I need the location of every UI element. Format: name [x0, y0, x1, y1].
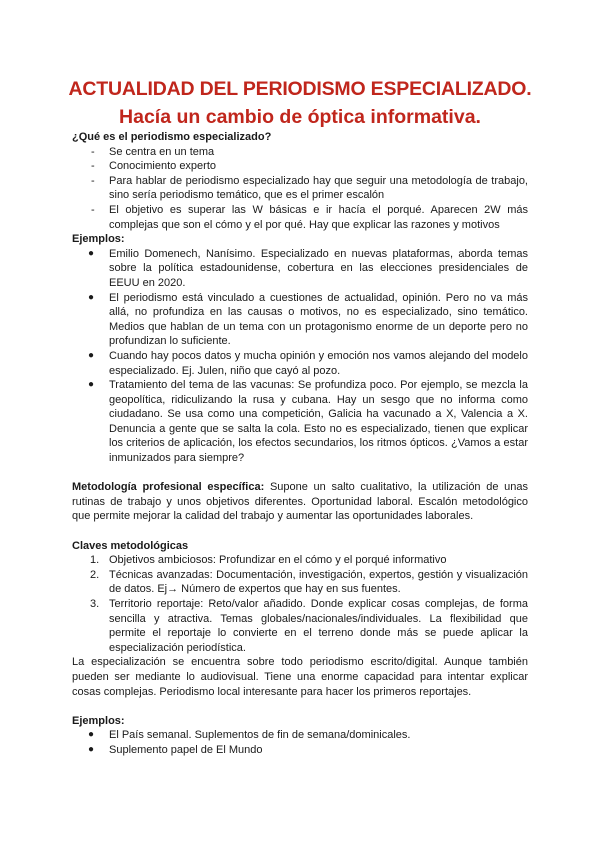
list-item	[72, 247, 528, 291]
bullet-icon: ●	[88, 379, 95, 391]
examples-heading: Ejemplos:	[72, 233, 125, 246]
document-title: ACTUALIDAD DEL PERIODISMO ESPECIALIZADO.	[68, 78, 532, 100]
numbered-list	[72, 553, 528, 655]
list-item	[72, 159, 528, 174]
methodology-paragraph	[72, 480, 528, 524]
bullet-list	[72, 247, 528, 466]
bullet-icon: ●	[88, 291, 95, 303]
list-item-text: Para hablar de periodismo especializado hay que seguir una metodología de trabajo, sino sería periodismo temático, que es el primer escalón	[109, 174, 528, 202]
bullet-icon: ●	[88, 743, 95, 755]
list-item	[72, 174, 528, 203]
list-item	[72, 349, 528, 378]
list-item	[72, 145, 528, 160]
list-item	[72, 291, 528, 349]
document-subtitle: Hacía un cambio de óptica informativa.	[119, 106, 481, 128]
methodology-text: Supone un salto cualitativo, la utilización de unas rutinas de trabajo y unos objetivos diferentes. Oportunidad laboral. Escalón metodológico que permite mejorar la calidad del trabajo y aumentar las oportunidades laborales.	[72, 481, 528, 523]
list-item-text: Emilio Domenech, Nanísimo. Especializado en nuevas plataformas, aborda temas sobre la política estadounidense, cobertura en las elecciones presidenciales de EEUU en 2020.	[109, 247, 528, 289]
number-marker: 3.	[90, 598, 100, 610]
keys-paragraph: La especialización se encuentra sobre todo periodismo escrito/digital. Aunque también pueden ser mediante lo audiovisual. Tiene una enorme capacidad para intentar explicar cosas complejas. Periodismo local interesante para hacer los primeros reportajes.	[72, 656, 528, 698]
number-marker: 1.	[90, 554, 100, 567]
dash-marker: -	[91, 160, 95, 173]
list-item-text: Territorio reportaje: Reto/valor añadido. Donde explicar cosas complejas, de forma sencilla y atractiva. Temas globales/nacionales/individuales. La flexibilidad que permite el reportaje lo convierte en el terreno donde más se puede aplicar la especialización periodística.	[109, 598, 528, 654]
list-item	[72, 378, 528, 466]
examples-heading: Ejemplos:	[72, 714, 125, 727]
list-item-text: El objetivo es superar las W básicas e ir hacía el porqué. Aparecen 2W más complejas que son el cómo y el por qué. Hay que explicar las razones y motivos	[109, 203, 528, 231]
bullet-icon: ●	[88, 349, 95, 361]
list-item	[72, 597, 528, 655]
list-item	[72, 568, 528, 597]
dash-marker: -	[91, 174, 95, 187]
document-body	[72, 130, 528, 758]
list-item	[72, 553, 528, 568]
keys-heading: Claves metodológicas	[72, 539, 189, 552]
list-item-text: Suplemento papel de El Mundo	[109, 743, 263, 756]
dash-marker: -	[91, 203, 95, 216]
section-heading: ¿Qué es el periodismo especializado?	[72, 131, 272, 143]
dash-list	[72, 145, 528, 233]
list-item-text: Técnicas avanzadas: Documentación, investigación, expertos, gestión y visualización de datos. Ej→ Número de expertos que hay en sus fuentes.	[109, 568, 528, 596]
list-item-text: Se centra en un tema	[109, 145, 215, 158]
list-item-text: El periodismo está vinculado a cuestiones de actualidad, opinión. Pero no va más allá, no profundiza en las causas o motivos, no es especializado, sino temático. Medios que hablan de un tema con un protagonismo enorme de un deporte pero no profundizan lo suficiente.	[109, 291, 528, 348]
list-item	[72, 728, 528, 743]
bullet-list	[72, 728, 528, 757]
dash-marker: -	[91, 145, 95, 158]
bullet-icon: ●	[88, 247, 95, 259]
list-item-text: Conocimiento experto	[109, 160, 217, 173]
list-item-text: Cuando hay pocos datos y mucha opinión y emoción nos vamos alejando del modelo especializado. Ej. Julen, niño que cayó al pozo.	[109, 349, 528, 377]
number-marker: 2.	[90, 568, 100, 581]
list-item	[72, 203, 528, 232]
list-item-text: Tratamiento del tema de las vacunas: Se profundiza poco. Por ejemplo, se mezcla la geopolítica, ridiculizando la rusa y cubana. Hay un sesgo que no informa como ciudadano. Se usa como una competición, Galicia ha vacunado a X, Valencia a X. Denuncia a gente que se salta la cola. Esto no es especializado, tienen que explicar los criterios de aplicación, los efectos secundarios, los ritmos ópticos. ¿Vamos a estar inmunizados para siempre?	[109, 379, 528, 465]
bullet-icon: ●	[88, 729, 95, 741]
list-item-text: Objetivos ambiciosos: Profundizar en el cómo y el porqué informativo	[109, 554, 447, 567]
methodology-label: Metodología profesional específica:	[72, 481, 265, 494]
list-item	[72, 743, 528, 758]
list-item-text: El País semanal. Suplementos de fin de semana/dominicales.	[109, 729, 411, 742]
